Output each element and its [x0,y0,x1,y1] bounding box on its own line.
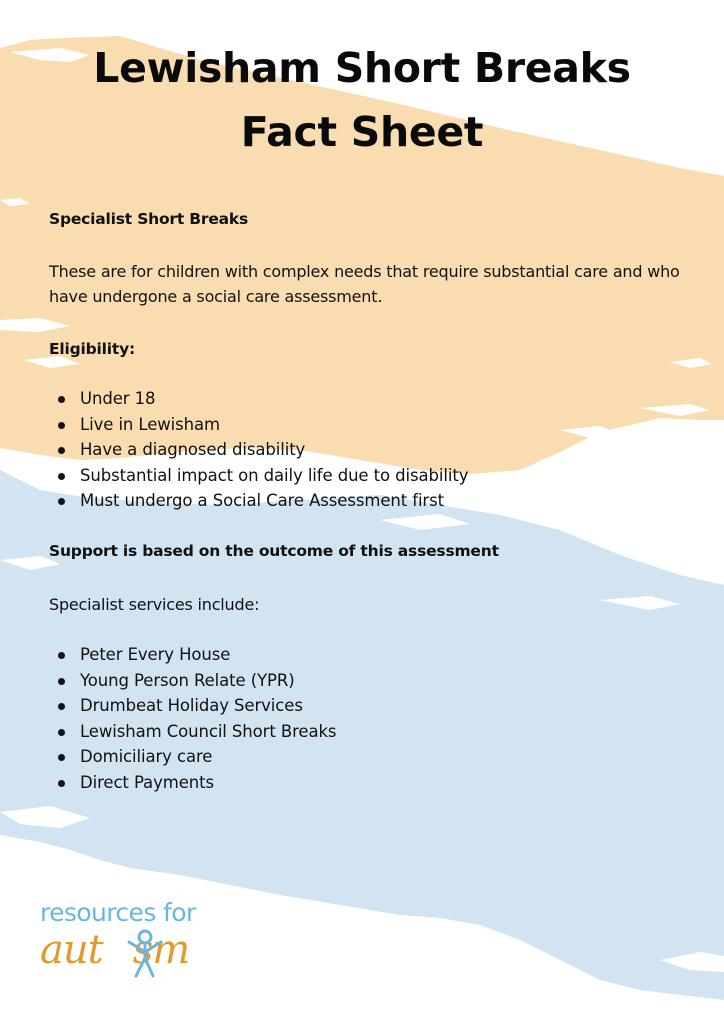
specialist-description: These are for children with complex needs that require substantial care and who have undergone a social care assessment. [49,262,680,306]
logo-text-sm: sm [132,927,190,973]
logo-text-bottom [40,926,189,974]
stick-figure-icon [127,928,163,978]
eligibility-item: Under 18 [49,386,468,412]
service-item: Drumbeat Holiday Services [49,693,336,719]
eligibility-item: Live in Lewisham [49,412,468,438]
services-intro: Specialist services include: [49,595,260,614]
services-list [49,642,336,796]
eligibility-item: Substantial impact on daily life due to disability [49,463,468,489]
bullet-icon [58,396,65,403]
service-item: Direct Payments [49,770,336,796]
bullet-icon [58,498,65,505]
bullet-icon [58,652,65,659]
service-item: Lewisham Council Short Breaks [49,719,336,745]
support-note: Support is based on the outcome of this assessment [49,542,499,560]
bullet-icon [58,703,65,710]
bullet-icon [58,473,65,480]
bullet-icon [58,780,65,787]
service-item: Domiciliary care [49,744,336,770]
eligibility-item: Must undergo a Social Care Assessment first [49,488,468,514]
logo-text-top: resources for [40,898,196,927]
bullet-icon [58,422,65,429]
eligibility-list [49,386,468,514]
bullet-icon [58,678,65,685]
resources-for-autism-logo [40,898,240,978]
bullet-icon [58,754,65,761]
page-title [0,36,724,164]
eligibility-heading: Eligibility: [49,340,135,358]
title-line-2: Fact Sheet [240,108,484,156]
service-item: Young Person Relate (YPR) [49,668,336,694]
bullet-icon [58,447,65,454]
eligibility-item: Have a diagnosed disability [49,437,468,463]
title-line-1: Lewisham Short Breaks [93,44,631,92]
service-item: Peter Every House [49,642,336,668]
bullet-icon [58,729,65,736]
logo-text-aut: aut [40,927,103,973]
specialist-heading: Specialist Short Breaks [49,210,249,228]
